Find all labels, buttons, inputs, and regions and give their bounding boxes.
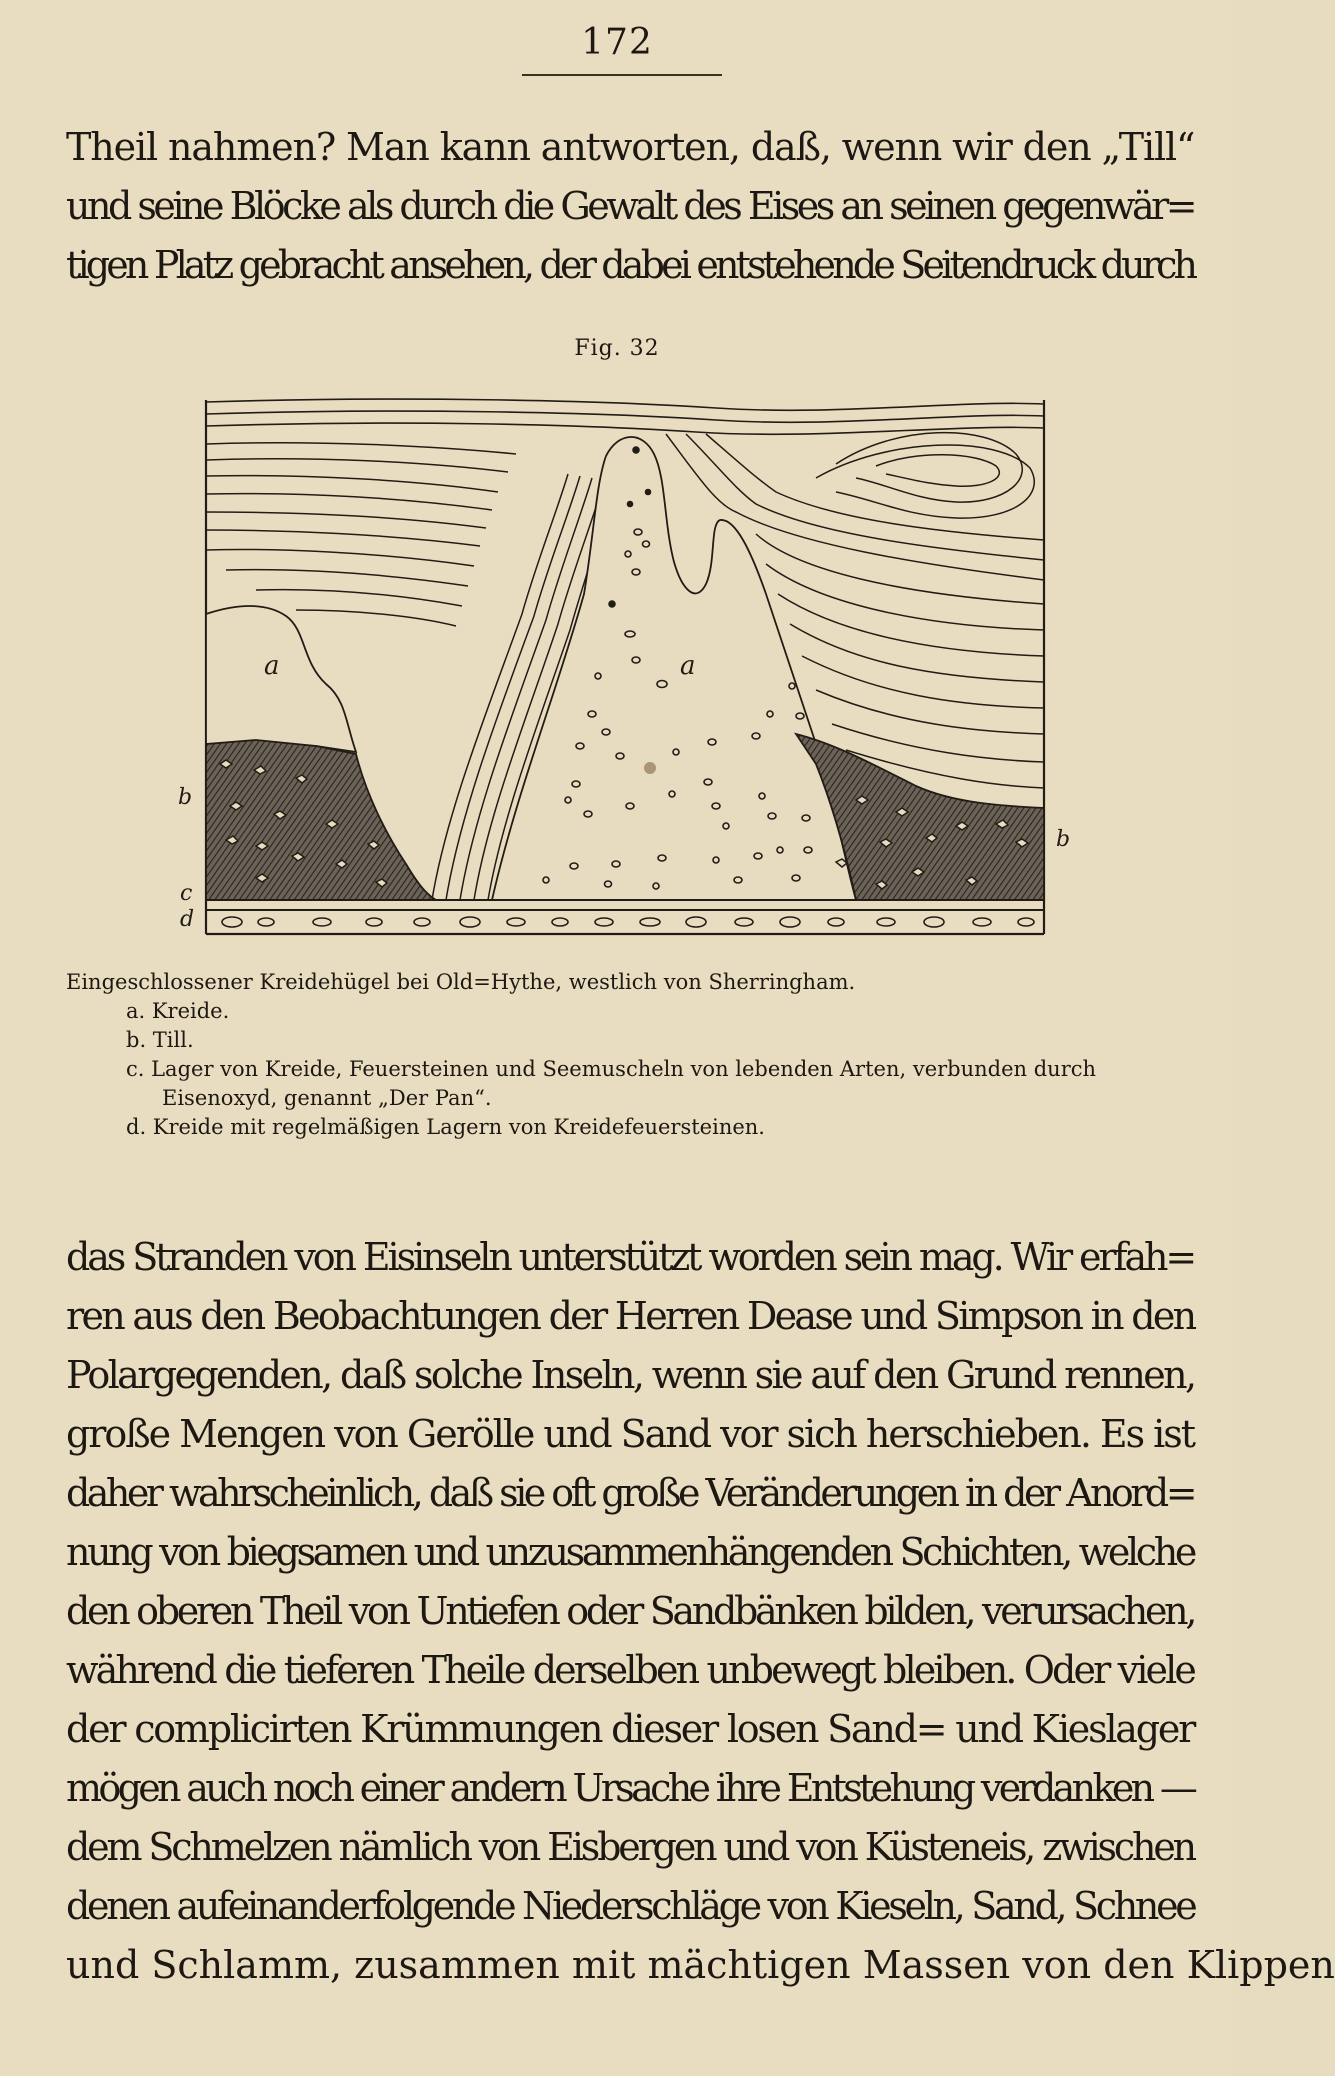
text-line: der complicirten Krümmungen dieser losen Sand= und Kieslager: [66, 1707, 1195, 1751]
layer-d-flints: [222, 917, 1034, 927]
figure-caption: [66, 968, 1196, 1142]
text-line: den oberen Theil von Untiefen oder Sandbänken bilden, verursachen,: [66, 1589, 1195, 1633]
caption-title: Eingeschlossener Kreidehügel bei Old=Hythe, westlich von Sherringham.: [66, 970, 856, 994]
text-line: Polargegenden, daß solche Inseln, wenn sie auf den Grund rennen,: [66, 1353, 1195, 1397]
marker-b-left: b: [178, 785, 193, 810]
text-line: nung von biegsamen und unzusammenhängenden Schichten, welche: [66, 1530, 1194, 1574]
figure-label: Fig. 32: [574, 336, 660, 361]
header-rule: [522, 74, 722, 76]
text-line: tigen Platz gebracht ansehen, der dabei entstehende Seitendruck durch: [66, 243, 1195, 287]
left-strata: [206, 443, 516, 626]
till-left: [206, 740, 436, 900]
text-line: Theil nahmen? Man kann antworten, daß, wenn wir den „Till“: [66, 125, 1195, 169]
text-line: und seine Blöcke als durch die Gewalt des Eises an seinen gegenwär=: [66, 184, 1195, 228]
marker-a-left: a: [264, 651, 280, 681]
text-line: während die tieferen Theile derselben unbewegt bleiben. Oder viele: [66, 1648, 1194, 1692]
text-line: große Mengen von Gerölle und Sand vor sich herschieben. Es ist: [66, 1412, 1194, 1456]
chalk-mass-left: [206, 606, 356, 752]
ink-spot: [644, 762, 656, 774]
paragraph-bottom: [66, 1228, 1335, 1995]
text-line: mögen auch noch einer andern Ursache ihre Entstehung verdanken —: [66, 1766, 1195, 1810]
text-line: denen aufeinanderfolgende Niederschläge von Kieseln, Sand, Schnee: [66, 1884, 1195, 1928]
paragraph-top: [66, 118, 1194, 295]
caption-item: b. Till.: [126, 1028, 194, 1052]
layer-c: [206, 900, 1044, 910]
surface-lines: [206, 399, 1044, 434]
text-line: und Schlamm, zusammen mit mächtigen Massen von den Klippen: [66, 1943, 1335, 1987]
text-line: ren aus den Beobachtungen der Herren Dease und Simpson in den: [66, 1294, 1195, 1338]
caption-item: d. Kreide mit regelmäßigen Lagern von Kreidefeuersteinen.: [126, 1115, 765, 1139]
text-line: daher wahrscheinlich, daß sie oft große Veränderungen in der Anord=: [66, 1471, 1194, 1515]
marker-c: c: [180, 881, 193, 906]
text-line: das Stranden von Eisinseln unterstützt worden sein mag. Wir erfah=: [66, 1235, 1195, 1279]
swirl-strata: [816, 433, 1034, 518]
chalk-hill-center: [492, 437, 856, 900]
marker-d: d: [180, 907, 195, 932]
geological-section-figure: [178, 394, 1071, 942]
page-number: 172: [581, 22, 653, 63]
caption-item: c. Lager von Kreide, Feuersteinen und Seemuscheln von lebenden Arten, verbunden durch: [126, 1057, 1097, 1081]
text-line: dem Schmelzen nämlich von Eisbergen und von Küsteneis, zwischen: [66, 1825, 1194, 1869]
marker-b-right: b: [1056, 827, 1071, 852]
marker-a-right: a: [680, 651, 696, 681]
caption-item: Eisenoxyd, genannt „Der Pan“.: [162, 1086, 492, 1110]
caption-item: a. Kreide.: [126, 999, 230, 1023]
